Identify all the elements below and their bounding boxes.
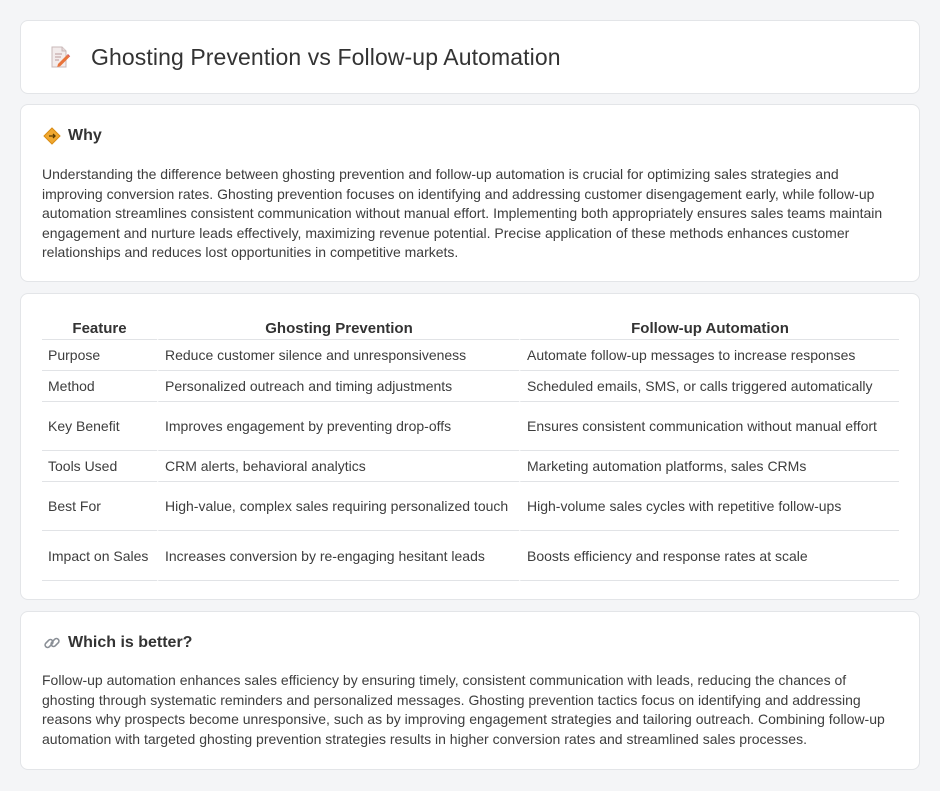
table-cell-ghosting-prevention: Improves engagement by preventing drop-offs — [157, 402, 519, 451]
table-cell-feature: Purpose — [42, 340, 157, 371]
table-cell-follow-up-automation: Ensures consistent communication without manual effort — [519, 402, 899, 451]
table-cell-ghosting-prevention: Reduce customer silence and unresponsiveness — [157, 340, 519, 371]
why-heading — [43, 127, 102, 145]
table-row — [42, 531, 899, 581]
table-row — [42, 402, 899, 451]
column-header-feature: Feature — [42, 316, 157, 340]
table-cell-follow-up-automation: Automate follow-up messages to increase responses — [519, 340, 899, 371]
table-row — [42, 371, 899, 402]
which-is-better-title: Which is better? — [68, 634, 193, 651]
why-card — [20, 104, 920, 282]
table-cell-ghosting-prevention: Personalized outreach and timing adjustments — [157, 371, 519, 402]
table-header-row — [42, 316, 899, 340]
title-card — [20, 20, 920, 94]
table-cell-feature: Best For — [42, 482, 157, 531]
which-is-better-card — [20, 611, 920, 770]
why-text: Understanding the difference between ghosting prevention and follow-up automation is crucial for optimizing sales strategies and improving conversion rates. Ghosting prevention focuses on identifying and addressing customer disengagement early, while follow-up automation streamlines consistent communication without manual effort. Implementing both appropriately ensures sales teams maintain engagement and nurture leads effectively, maximizing revenue potential. Precise application of these methods enhances customer relationships and reduces lost opportunities in competitive markets. — [42, 166, 883, 261]
table-cell-feature: Impact on Sales — [42, 531, 157, 581]
table-cell-follow-up-automation: High-volume sales cycles with repetitive follow-ups — [519, 482, 899, 531]
table-row — [42, 340, 899, 371]
table-cell-ghosting-prevention: CRM alerts, behavioral analytics — [157, 451, 519, 482]
why-title: Why — [68, 127, 102, 144]
warning-diamond-icon — [43, 127, 61, 145]
page-title: Ghosting Prevention vs Follow-up Automation — [91, 43, 561, 70]
table-row — [42, 482, 899, 531]
link-icon — [43, 634, 61, 652]
table-cell-follow-up-automation: Marketing automation platforms, sales CRMs — [519, 451, 899, 482]
comparison-table — [42, 316, 899, 581]
which-is-better-heading — [43, 634, 192, 652]
table-row — [42, 451, 899, 482]
table-cell-follow-up-automation: Boosts efficiency and response rates at scale — [519, 531, 899, 581]
table-cell-feature: Method — [42, 371, 157, 402]
table-cell-feature: Key Benefit — [42, 402, 157, 451]
column-header-follow-up-automation: Follow-up Automation — [519, 316, 899, 340]
table-cell-follow-up-automation: Scheduled emails, SMS, or calls triggered automatically — [519, 371, 899, 402]
table-cell-ghosting-prevention: Increases conversion by re-engaging hesitant leads — [157, 531, 519, 581]
table-cell-ghosting-prevention: High-value, complex sales requiring personalized touch — [157, 482, 519, 531]
which-is-better-text: Follow-up automation enhances sales efficiency by ensuring timely, consistent communication with leads, reducing the chances of ghosting through systematic reminders and personalized messages. Ghosting prevention tactics focus on identifying and addressing reasons why prospects become unresponsive, such as by improving engagement strategies and tailoring outreach. Combining follow-up automation with targeted ghosting prevention strategies results in higher conversion rates and streamlined sales processes. — [42, 672, 885, 747]
comparison-table-card — [20, 293, 920, 600]
table-cell-feature: Tools Used — [42, 451, 157, 482]
title-row — [21, 21, 919, 93]
column-header-ghosting-prevention: Ghosting Prevention — [157, 316, 519, 340]
memo-pencil-icon — [47, 45, 71, 69]
